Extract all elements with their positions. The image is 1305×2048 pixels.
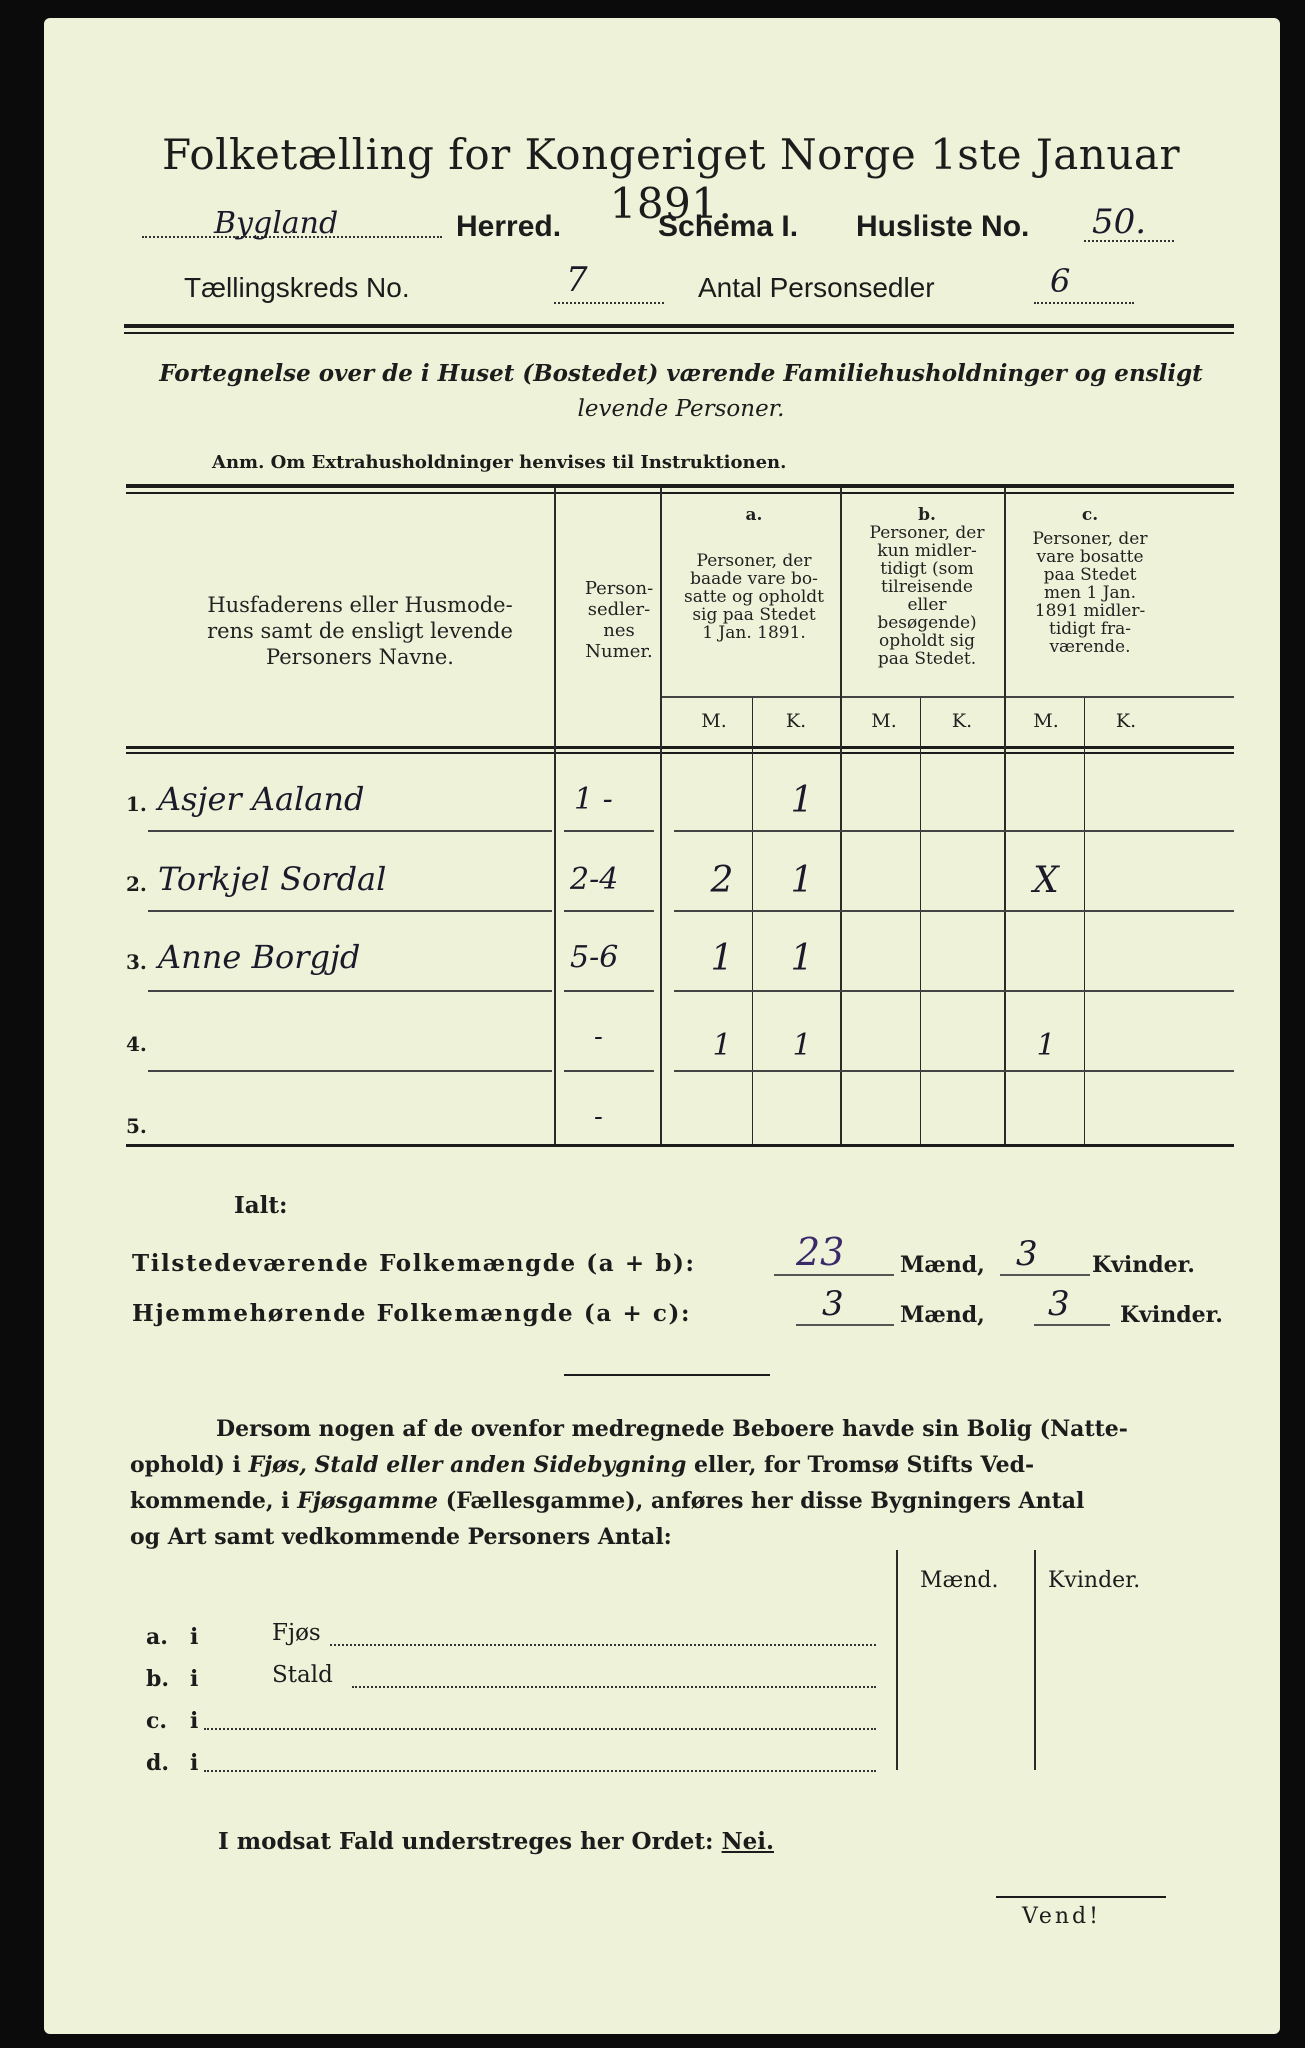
- col-num-header: [554, 578, 684, 662]
- header-bottom-rule: [126, 746, 1234, 749]
- row-name: Asjer Aaland: [158, 780, 365, 818]
- hjem-maend-label: Mænd,: [900, 1302, 985, 1328]
- row-personsedler-num: 5-6: [570, 940, 619, 975]
- col-a-line-4: sig paa Stedet: [692, 605, 816, 625]
- kreds-value: 7: [566, 260, 588, 300]
- col-b-line-3: tidigt (som: [880, 559, 974, 579]
- kreds-dotted-line: [554, 302, 664, 304]
- col-c-line-7: værende.: [1049, 637, 1131, 657]
- hjemmehorende-kvinder-value: 3: [1048, 1284, 1070, 1324]
- col-b-line-5: eller: [907, 595, 947, 615]
- vend-rule: [996, 1896, 1166, 1898]
- row-personsedler-num: -: [594, 1102, 603, 1132]
- row-number: 2.: [126, 872, 147, 896]
- row-name: Anne Borgjd: [158, 938, 361, 976]
- hjem-kvinder-label: Kvinder.: [1120, 1302, 1223, 1328]
- row-number: 4.: [126, 1032, 147, 1056]
- para-line-2b: Fjøs, Stald eller anden Sidebygning: [248, 1452, 687, 1478]
- col-c-line-5: 1891 midler-: [1034, 601, 1146, 621]
- col-b-line-8: paa Stedet.: [877, 649, 977, 669]
- para-line-3b: Fjøsgamme: [297, 1488, 439, 1514]
- row-line: [674, 1070, 1234, 1072]
- building-row-i: i: [190, 1708, 199, 1734]
- col-c-letter: c.: [1081, 505, 1099, 525]
- para-line-1: Dersom nogen af de ovenfor medregnede Beboere havde sin Bolig (Natte-: [216, 1416, 1128, 1442]
- col-names-line-3: Personers Navne.: [266, 645, 454, 669]
- vline-num: [660, 488, 662, 1146]
- intro-line-2: levende Personer.: [577, 396, 785, 422]
- buildings-maend-header: Mænd.: [920, 1568, 999, 1593]
- row-line: [674, 910, 1234, 912]
- building-row-i: i: [190, 1624, 199, 1650]
- col-a-letter: a.: [745, 505, 763, 525]
- col-a-m: M.: [701, 710, 727, 732]
- row-line: [148, 1070, 552, 1072]
- hjemmehorende-label: Hjemmehørende Folkemængde (a + c):: [132, 1300, 692, 1327]
- buildings-kvinder-header: Kvinder.: [1048, 1568, 1141, 1593]
- buildings-vline-2: [1034, 1550, 1036, 1770]
- tilst-kvinder-label: Kvinder.: [1092, 1252, 1195, 1278]
- intro-line-1: Fortegnelse over de i Huset (Bostedet) værende Familiehusholdninger og ensligt: [159, 360, 1203, 387]
- col-b-line-2: kun midler-: [877, 541, 977, 561]
- building-row-letter: d.: [146, 1750, 170, 1776]
- row-c-m: 1: [1036, 1028, 1056, 1063]
- row-line: [564, 910, 654, 912]
- building-row-i: i: [190, 1666, 199, 1692]
- vline-bm-bk: [920, 698, 921, 1146]
- husliste-dotted-line: [1084, 240, 1174, 242]
- row-c-m: X: [1033, 860, 1059, 901]
- building-row-letter: c.: [146, 1708, 168, 1734]
- row-a-k: 1: [792, 1028, 812, 1063]
- col-c-line-2: vare bosatte: [1036, 547, 1144, 567]
- row-a-m: 2: [710, 860, 734, 901]
- para-line-4: og Art samt vedkommende Personers Antal:: [130, 1524, 672, 1550]
- modsat-fald-text: [218, 1828, 774, 1855]
- row-number: 1.: [126, 792, 147, 816]
- row-a-k: 1: [790, 938, 814, 979]
- col-num-line-4: Numer.: [585, 641, 653, 662]
- table-top-rule: [126, 484, 1234, 488]
- kreds-label: Tællingskreds No.: [184, 272, 410, 303]
- col-c-line-3: paa Stedet: [1043, 565, 1137, 585]
- row-a-k: 1: [790, 860, 814, 901]
- vline-a: [840, 488, 842, 1146]
- col-a-header: [666, 506, 842, 642]
- header-rule-thin: [124, 332, 1234, 334]
- row-line: [564, 990, 654, 992]
- schema-label: Schema I.: [658, 210, 799, 243]
- col-a-k: K.: [785, 710, 807, 732]
- col-names-line-1: Husfaderens eller Husmode-: [207, 593, 513, 617]
- para-line-2: [130, 1452, 1034, 1478]
- tilstedevaerende-label: Tilstedeværende Folkemængde (a + b):: [132, 1250, 696, 1277]
- table-bottom-rule: [126, 1144, 1234, 1147]
- para-line-2a: ophold) i: [130, 1452, 249, 1478]
- herred-value: Bygland: [214, 206, 339, 241]
- para-line-3a: kommende, i: [130, 1488, 298, 1514]
- row-line: [564, 830, 654, 832]
- ialt-label: Ialt:: [234, 1192, 288, 1219]
- row-personsedler-num: 1 -: [574, 782, 613, 817]
- building-row-dots: [352, 1686, 876, 1688]
- col-b-line-7: opholdt sig: [879, 631, 975, 651]
- form-title: Folketælling for Kongeriget Norge 1ste Januar 1891.: [161, 130, 1181, 228]
- hjem-maend-blank: [796, 1324, 894, 1326]
- herred-label: Herred.: [456, 210, 562, 243]
- modsat-fald-label: I modsat Fald understreges her Ordet:: [218, 1828, 714, 1855]
- col-c-k: K.: [1115, 710, 1137, 732]
- row-line: [148, 990, 552, 992]
- col-names-header: [130, 592, 590, 670]
- antal-dotted-line: [1034, 302, 1134, 304]
- vline-b: [1004, 488, 1006, 1146]
- col-b-line-4: tilreisende: [880, 577, 973, 597]
- row-a-m: 1: [712, 1028, 732, 1063]
- header-rule-thick: [124, 324, 1234, 328]
- col-names-line-2: rens samt de ensligt levende: [207, 619, 513, 643]
- header-bottom-rule-2: [126, 752, 1234, 754]
- row-a-m: 1: [710, 938, 734, 979]
- col-c-header: [1010, 506, 1170, 656]
- antal-value: 6: [1050, 262, 1071, 300]
- col-b-line-1: Personer, der: [869, 523, 985, 543]
- building-row-dots: [204, 1770, 876, 1772]
- vline-names: [554, 488, 556, 1146]
- tilst-kvinder-blank: [1000, 1274, 1090, 1276]
- building-row-label: Stald: [272, 1662, 333, 1688]
- antal-label: Antal Personsedler: [698, 272, 935, 303]
- building-row-letter: a.: [146, 1624, 168, 1650]
- col-c-m: M.: [1033, 710, 1059, 732]
- row-personsedler-num: 2-4: [570, 862, 619, 897]
- vline-am-ak: [752, 698, 753, 1146]
- section-separator: [564, 1374, 770, 1376]
- building-row-letter: b.: [146, 1666, 170, 1692]
- tilst-maend-blank: [774, 1274, 894, 1276]
- row-line: [564, 1070, 654, 1072]
- para-line-3: [130, 1488, 1084, 1514]
- nei-word: Nei.: [721, 1828, 774, 1855]
- vline-cm-ck: [1084, 698, 1085, 1146]
- husliste-label: Husliste No.: [856, 210, 1030, 243]
- vend-text: Vend!: [1022, 1904, 1101, 1929]
- husliste-value: 50.: [1092, 202, 1147, 242]
- row-line: [148, 910, 552, 912]
- col-b-line-6: besøgende): [877, 613, 977, 633]
- row-line: [674, 990, 1234, 992]
- col-a-line-2: baade vare bo-: [690, 569, 818, 589]
- table-top-rule-2: [126, 492, 1234, 494]
- row-number: 3.: [126, 950, 147, 974]
- col-num-line-3: nes: [603, 620, 635, 641]
- row-personsedler-num: -: [594, 1022, 603, 1052]
- col-b-m: M.: [871, 710, 897, 732]
- col-b-k: K.: [951, 710, 973, 732]
- mk-top-line: [662, 696, 1234, 698]
- anm-note: Anm. Om Extrahusholdninger henvises til Instruktionen.: [212, 452, 787, 473]
- col-c-line-4: men 1 Jan.: [1043, 583, 1137, 603]
- census-form-sheet: [44, 18, 1280, 2034]
- buildings-vline-1: [896, 1550, 898, 1770]
- tilst-maend-label: Mænd,: [900, 1252, 985, 1278]
- hjemmehorende-maend-value: 3: [822, 1284, 844, 1324]
- building-row-i: i: [190, 1750, 199, 1776]
- building-row-label: Fjøs: [272, 1620, 321, 1646]
- row-a-k: 1: [790, 780, 814, 821]
- building-row-dots: [204, 1728, 876, 1730]
- row-number: 5.: [126, 1114, 147, 1138]
- col-num-line-1: Person-: [584, 578, 654, 599]
- col-a-line-3: satte og opholdt: [684, 587, 824, 607]
- col-c-line-1: Personer, der: [1032, 529, 1148, 549]
- hjem-kvinder-blank: [1034, 1324, 1110, 1326]
- col-b-letter: b.: [918, 505, 936, 525]
- para-line-2c: eller, for Tromsø Stifts Ved-: [686, 1452, 1035, 1478]
- building-row-dots: [330, 1644, 876, 1646]
- col-a-line-1: Personer, der: [696, 551, 812, 571]
- row-line: [148, 830, 552, 832]
- col-c-line-6: tidigt fra-: [1048, 619, 1131, 639]
- row-name: Torkjel Sordal: [158, 860, 387, 898]
- col-a-line-5: 1 Jan. 1891.: [702, 623, 806, 643]
- para-line-3c: (Fællesgamme), anføres her disse Bygningers Antal: [438, 1488, 1085, 1514]
- row-line: [674, 830, 1234, 832]
- tilstedevaerende-maend-value: 23: [796, 1230, 845, 1274]
- col-num-line-2: sedler-: [587, 599, 651, 620]
- tilstedevaerende-kvinder-value: 3: [1016, 1234, 1038, 1274]
- col-b-header: [844, 506, 1010, 668]
